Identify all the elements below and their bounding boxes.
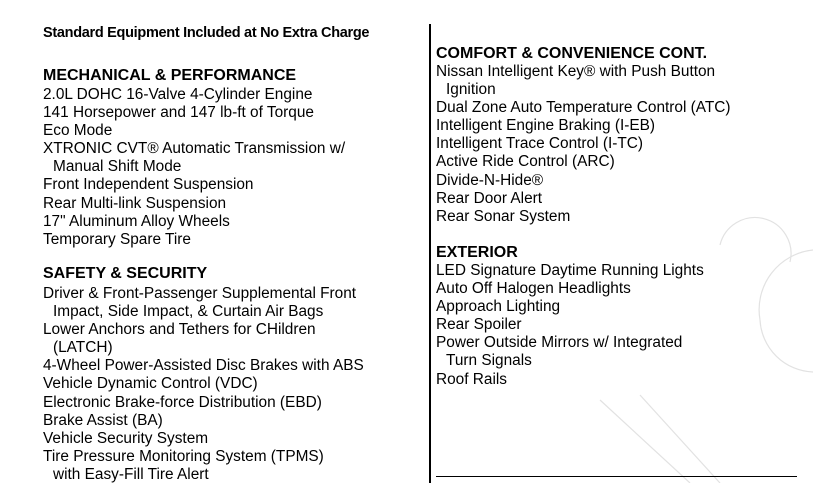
standard-equipment-title: Standard Equipment Included at No Extra Charge bbox=[43, 25, 370, 41]
comfort-list bbox=[436, 63, 731, 226]
list-item: Vehicle Dynamic Control (VDC) bbox=[43, 375, 258, 393]
list-item: LED Signature Daytime Running Lights bbox=[436, 262, 704, 279]
section-heading-comfort: COMFORT & CONVENIENCE CONT. bbox=[436, 45, 708, 62]
list-item: Power Outside Mirrors w/ Integrated Turn Signals bbox=[436, 334, 683, 370]
list-item: Intelligent Engine Braking (I-EB) bbox=[436, 117, 656, 135]
section-heading-mechanical: MECHANICAL & PERFORMANCE bbox=[43, 67, 297, 84]
bottom-rule bbox=[436, 476, 797, 477]
section-heading-safety: SAFETY & SECURITY bbox=[43, 265, 208, 282]
list-item: Auto Off Halogen Headlights bbox=[436, 280, 631, 298]
list-item: Rear Multi-link Suspension bbox=[43, 194, 227, 212]
list-item: 17" Aluminum Alloy Wheels bbox=[43, 212, 230, 230]
list-item: Vehicle Security System bbox=[43, 429, 209, 447]
exterior-list bbox=[436, 262, 704, 389]
list-item: Rear Spoiler bbox=[436, 316, 522, 334]
list-item: Active Ride Control (ARC) bbox=[436, 153, 615, 171]
list-item: Eco Mode bbox=[43, 122, 113, 140]
list-item: Nissan Intelligent Key® with Push Button Ignition bbox=[436, 63, 716, 99]
safety-list bbox=[43, 285, 364, 484]
list-item: Tire Pressure Monitoring System (TPMS) with Easy-Fill Tire Alert bbox=[43, 447, 324, 483]
list-item: 141 Horsepower and 147 lb-ft of Torque bbox=[43, 104, 314, 122]
list-item: Divide-N-Hide® bbox=[436, 171, 544, 189]
list-item: Rear Sonar System bbox=[436, 207, 571, 225]
list-item: Front Independent Suspension bbox=[43, 176, 254, 194]
list-item: Rear Door Alert bbox=[436, 189, 543, 207]
list-item: Approach Lighting bbox=[436, 298, 561, 316]
list-item: Electronic Brake-force Distribution (EBD) bbox=[43, 393, 322, 411]
column-divider bbox=[429, 24, 431, 483]
list-item: Roof Rails bbox=[436, 370, 507, 388]
list-item: Temporary Spare Tire bbox=[43, 230, 191, 248]
list-item: 4-Wheel Power-Assisted Disc Brakes with ABS bbox=[43, 357, 364, 375]
list-item: Driver & Front-Passenger Supplemental Front Impact, Side Impact, & Curtain Air Bags bbox=[43, 285, 357, 321]
list-item: Lower Anchors and Tethers for CHildren (LATCH) bbox=[43, 321, 316, 357]
list-item: 2.0L DOHC 16-Valve 4-Cylinder Engine bbox=[43, 86, 313, 103]
list-item: Intelligent Trace Control (I-TC) bbox=[436, 135, 643, 153]
section-heading-exterior: EXTERIOR bbox=[436, 244, 518, 261]
list-item: Dual Zone Auto Temperature Control (ATC) bbox=[436, 99, 731, 117]
list-item: Brake Assist (BA) bbox=[43, 411, 163, 429]
mechanical-list bbox=[43, 86, 345, 249]
list-item: XTRONIC CVT® Automatic Transmission w/ Manual Shift Mode bbox=[43, 140, 346, 176]
